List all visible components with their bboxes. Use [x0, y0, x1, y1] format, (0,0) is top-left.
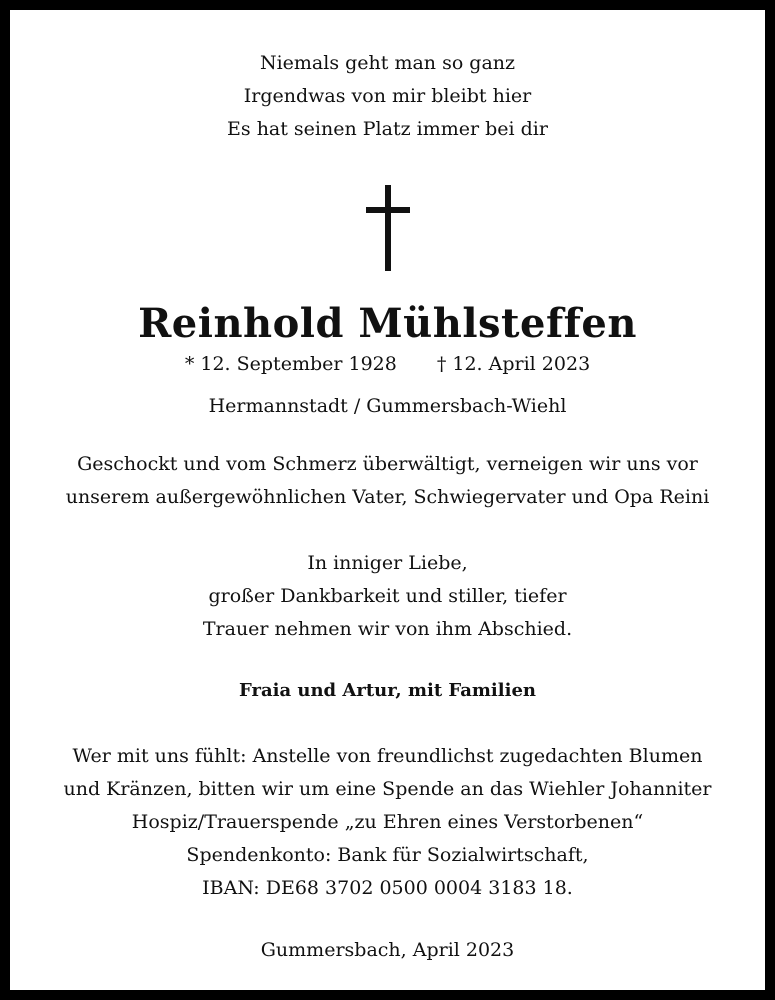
places: Hermannstadt / Gummersbach-Wiehl	[208, 395, 567, 417]
death-date: † 12. April 2023	[436, 353, 591, 375]
farewell-line: Trauer nehmen wir von ihm Abschied.	[202, 618, 573, 640]
donation-line: Spendenkonto: Bank für Sozialwirtschaft,	[186, 844, 589, 866]
poem	[10, 47, 765, 146]
donation-line: Wer mit uns fühlt: Anstelle von freundlichst zugedachten Blumen	[72, 745, 703, 767]
poem-line: Niemals geht man so ganz	[259, 52, 516, 74]
farewell-line: In inniger Liebe,	[307, 552, 468, 574]
signers: Fraia und Artur, mit Familien	[239, 680, 536, 701]
closing-place-date: Gummersbach, April 2023	[260, 939, 515, 961]
intro-line: unserem außergewöhnlichen Vater, Schwiegervater und Opa Reini	[65, 486, 710, 508]
donation-text	[10, 740, 765, 905]
birth-date: * 12. September 1928	[184, 353, 397, 375]
donation-line: und Kränzen, bitten wir um eine Spende an das Wiehler Johanniter	[63, 778, 712, 800]
donation-line: IBAN: DE68 3702 0500 0004 3183 18.	[202, 877, 573, 899]
poem-line: Irgendwas von mir bleibt hier	[243, 85, 532, 107]
cross-icon	[366, 185, 410, 271]
donation-line: Hospiz/Trauerspende „zu Ehren eines Verstorbenen“	[131, 811, 644, 833]
farewell-line: großer Dankbarkeit und stiller, tiefer	[208, 585, 567, 607]
intro-text	[10, 448, 765, 514]
life-dates	[10, 348, 765, 381]
poem-line: Es hat seinen Platz immer bei dir	[227, 118, 548, 140]
farewell-text	[10, 547, 765, 646]
intro-line: Geschockt und vom Schmerz überwältigt, verneigen wir uns vor	[77, 453, 698, 475]
deceased-name: Reinhold Mühlsteffen	[138, 300, 637, 347]
obituary-card	[10, 10, 765, 990]
